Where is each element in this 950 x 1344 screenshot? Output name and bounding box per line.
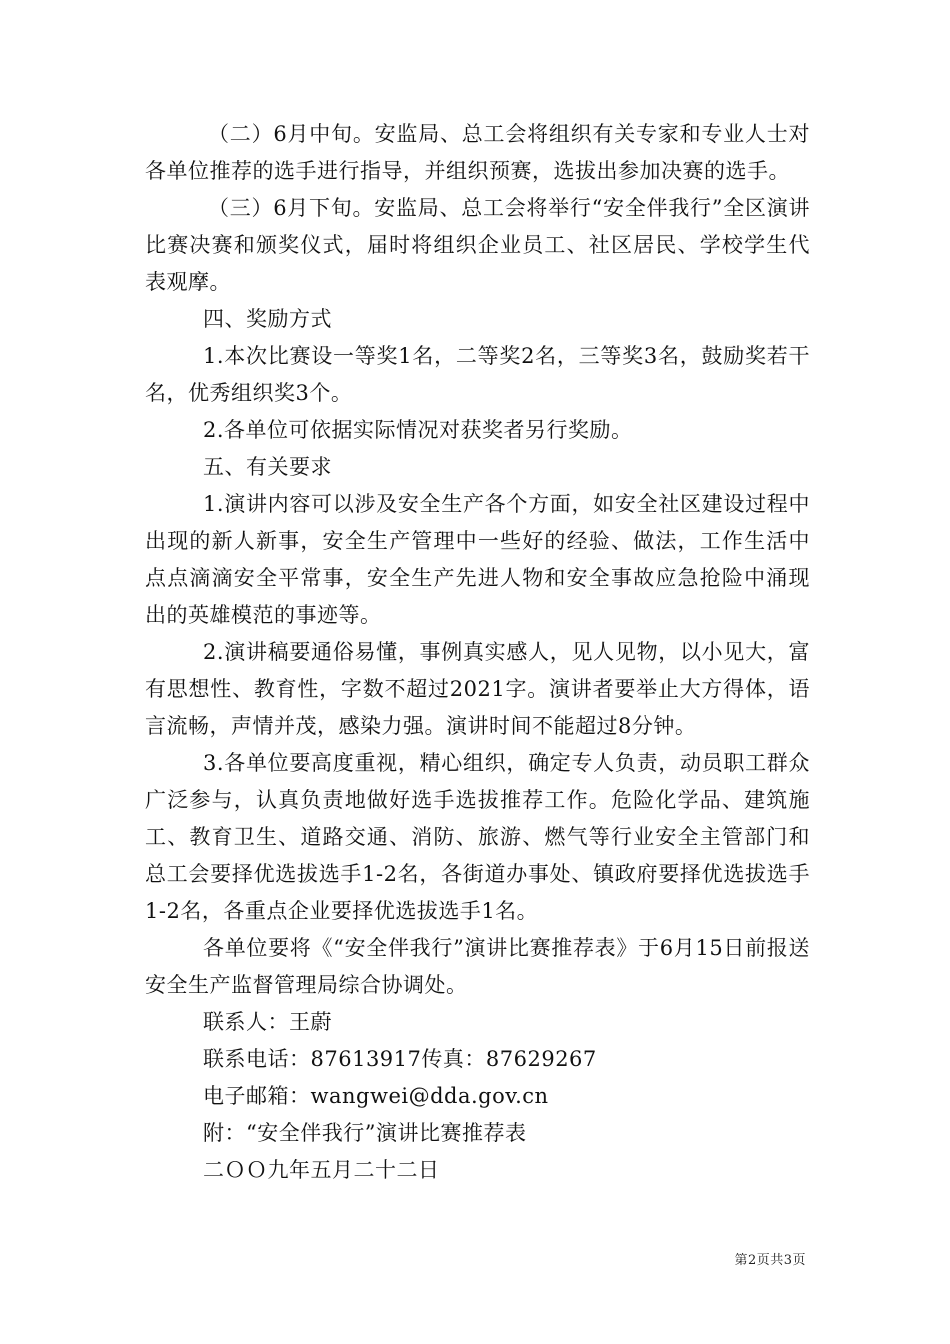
page-indicator: 第2页共3页: [734, 1253, 806, 1268]
paragraph-stage-three: （三）6月下旬。安监局、总工会将举行“安全伴我行”全区演讲比赛决赛和颁奖仪式，届时将组织企业员工、社区居民、学校学生代表观摩。: [145, 196, 810, 294]
section-heading-requirements: 五、有关要求: [203, 455, 332, 479]
paragraph-requirements-3: 3.各单位要高度重视，精心组织，确定专人负责，动员职工群众广泛参与，认真负责地做好选手选拔推荐工作。危险化学品、建筑施工、教育卫生、道路交通、消防、旅游、燃气等行业安全主管部门和总工会要择优选拔选手1-2名，各街道办事处、镇政府要择优选拔选手1-2名，各重点企业要择优选拔选手1名。: [145, 751, 810, 923]
attachment-note: 附：“安全伴我行”演讲比赛推荐表: [203, 1121, 527, 1145]
contact-phone-fax: 联系电话：87613917传真：87629267: [203, 1047, 597, 1071]
paragraph-awards-2: 2.各单位可依据实际情况对获奖者另行奖励。: [203, 418, 633, 442]
paragraph-requirements-2: 2.演讲稿要通俗易懂，事例真实感人，见人见物，以小见大，富有思想性、教育性，字数不超过2021字。演讲者要举止大方得体，语言流畅，声情并茂，感染力强。演讲时间不能超过8分钟。: [145, 640, 810, 738]
paragraph-awards-1: 1.本次比赛设一等奖1名，二等奖2名，三等奖3名，鼓励奖若干名，优秀组织奖3个。: [145, 344, 810, 405]
paragraph-stage-two: （二）6月中旬。安监局、总工会将组织有关专家和专业人士对各单位推荐的选手进行指导，并组织预赛，选拔出参加决赛的选手。: [145, 122, 810, 183]
paragraph-submission: 各单位要将《“安全伴我行”演讲比赛推荐表》于6月15日前报送安全生产监督管理局综合协调处。: [145, 936, 810, 997]
document-date: 二ＯＯ九年五月二十二日: [203, 1158, 440, 1182]
paragraph-requirements-1: 1.演讲内容可以涉及安全生产各个方面，如安全社区建设过程中出现的新人新事，安全生产管理中一些好的经验、做法，工作生活中点点滴滴安全平常事，安全生产先进人物和安全事故应急抢险中涌现出的英雄模范的事迹等。: [145, 492, 810, 627]
section-heading-awards: 四、奖励方式: [203, 307, 332, 331]
contact-person: 联系人：王蔚: [203, 1010, 332, 1034]
document-body: [145, 116, 810, 1189]
contact-email: 电子邮箱：wangwei@dda.gov.cn: [203, 1084, 549, 1108]
